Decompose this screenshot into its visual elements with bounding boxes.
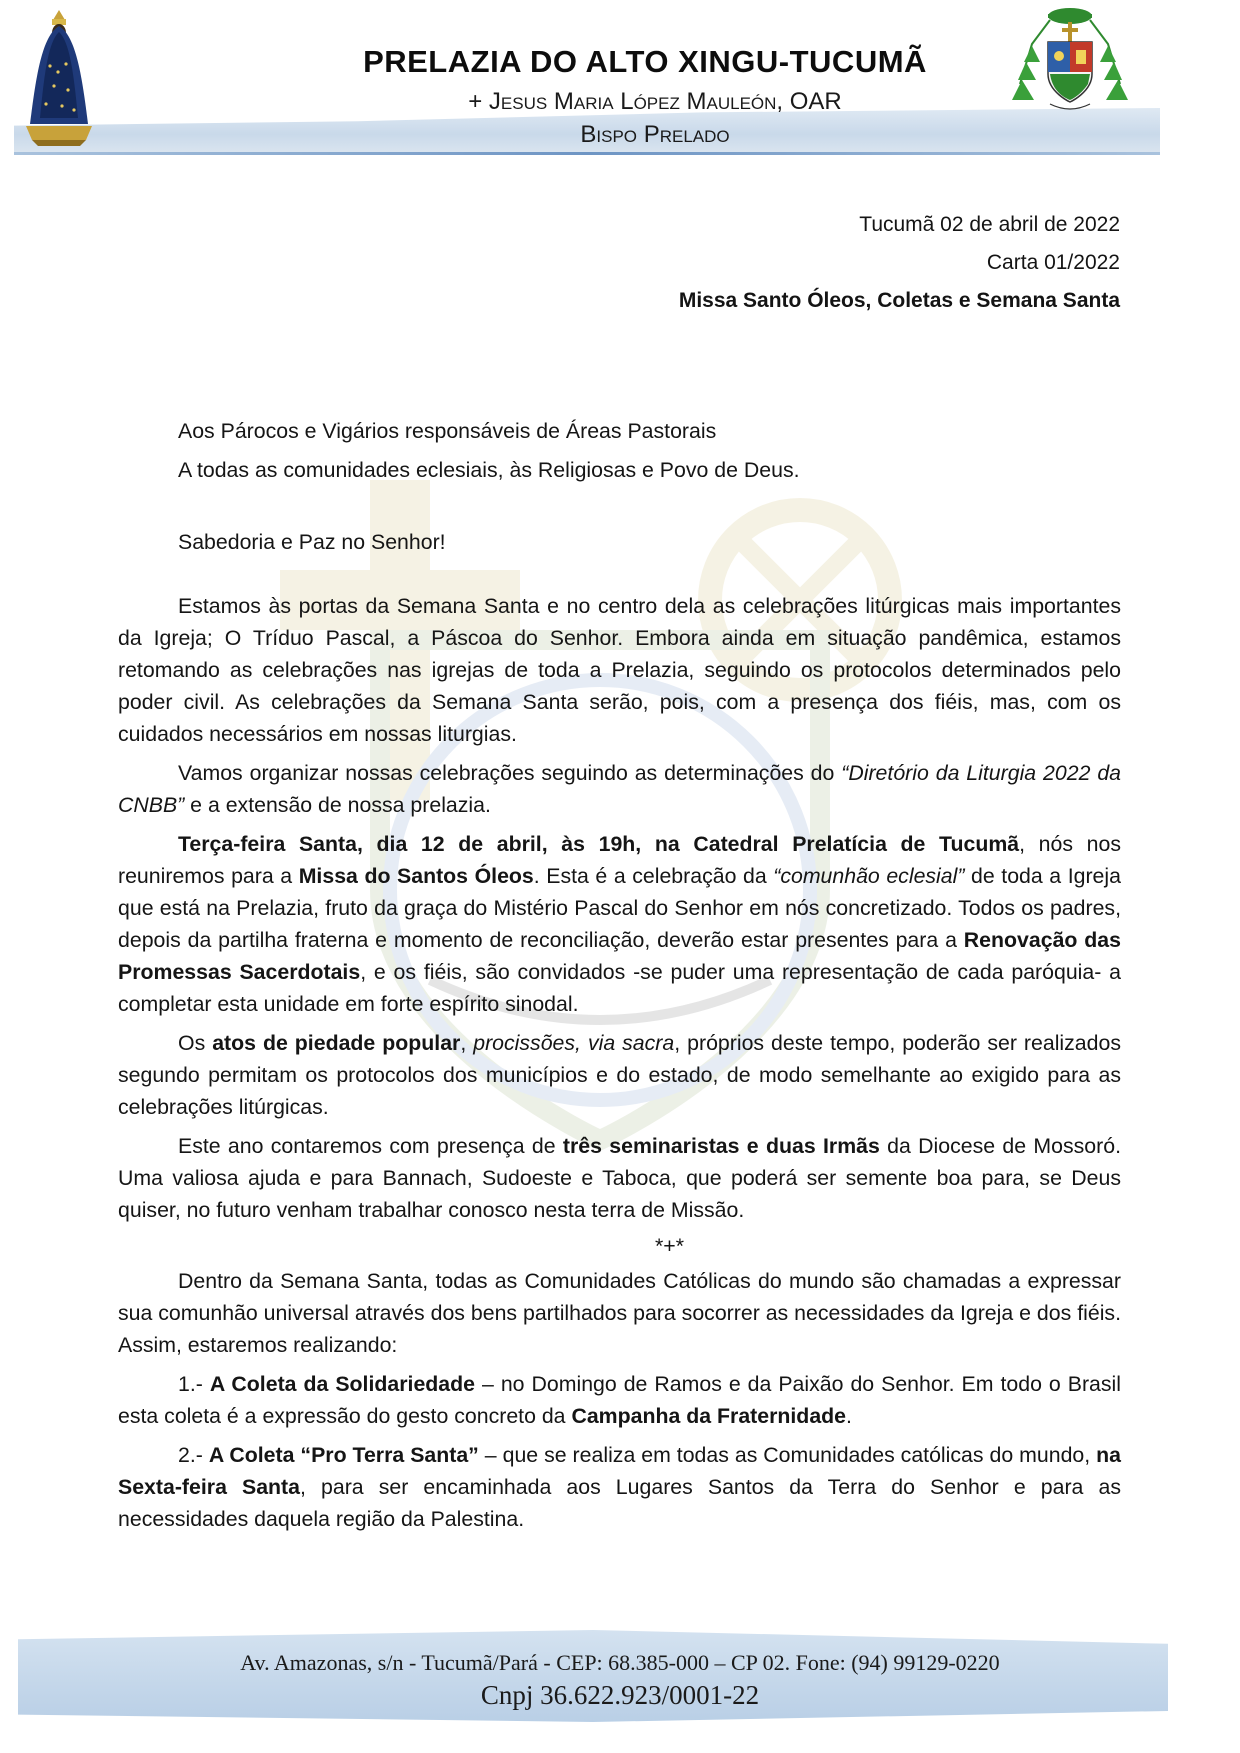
letter-number: Carta 01/2022 xyxy=(986,251,1120,274)
letterhead xyxy=(0,0,1240,160)
paragraph-directory: Vamos organizar nossas celebrações seguindo as determinações do “Diretório da Liturgia 2022 da CNBB” e a extensão de nossa prelazia. xyxy=(118,761,1122,817)
letter-meta xyxy=(679,206,1120,320)
greeting: Sabedoria e Paz no Senhor! xyxy=(178,530,446,554)
paragraph-chrism-mass: Terça-feira Santa, dia 12 de abril, às 19h, na Catedral Prelatícia de Tucumã, nós nos reuniremos para a Missa do Santos Óleos. Esta é a celebração da “comunhão eclesial” de toda a Igreja que está na Prelazia, fruto da graça do Mistério Pascal do Senhor em nós concretizado. Todos os padres, depois da partilha fraterna e momento de reconciliação, deverão estar presentes para a Renovação das Promessas Sacerdotais, e os fiéis, são convidados -se puder uma representação de cada paróquia- a completar esta unidade em forte espírito sinodal. xyxy=(118,832,1121,1016)
bishop-title: Bispo Prelado xyxy=(580,121,730,148)
letter-date: Tucumã 02 de abril de 2022 xyxy=(859,213,1120,236)
footer-address: Av. Amazonas, s/n - Tucumã/Pará - CEP: 68.385-000 – CP 02. Fone: (94) 99129-0220 xyxy=(240,1650,1000,1675)
letterhead-footer xyxy=(0,1608,1240,1748)
paragraph-collections-intro: Dentro da Semana Santa, todas as Comunidades Católicas do mundo são chamadas a expressar sua comunhão universal através dos bens partilhados para socorrer as necessidades da Igreja e dos fiéis. Assim, estaremos realizando: xyxy=(118,1269,1121,1357)
bishop-name: + Jesus Maria López Mauleón, OAR xyxy=(468,88,842,115)
letter-body xyxy=(118,412,1121,1542)
paragraph-intro: Estamos às portas da Semana Santa e no centro dela as celebrações litúrgicas mais importantes da Igreja; O Tríduo Pascal, a Páscoa do Senhor. Embora ainda em situação pandêmica, estamos retomando as celebrações nas igrejas de toda a Prelazia, seguindo os protocolos determinados pelo poder civil. As celebrações da Semana Santa serão, pois, com a presença dos fiéis, mas, com os cuidados necessários em nossas liturgias. xyxy=(118,594,1121,746)
footer-cnpj: Cnpj 36.622.923/0001-22 xyxy=(480,1680,760,1710)
paragraph-popular-piety: Os atos de piedade popular, procissões, via sacra, próprios deste tempo, poderão ser realizados segundo permitam os protocolos dos municípios e do estado, de modo semelhante ao exigido para as celebrações litúrgicas. xyxy=(118,1031,1121,1119)
letter-subject: Missa Santo Óleos, Coletas e Semana Santa xyxy=(678,289,1120,312)
addressee-line: A todas as comunidades eclesiais, às Religiosas e Povo de Deus. xyxy=(178,458,800,482)
addressee-line: Aos Párocos e Vigários responsáveis de Áreas Pastorais xyxy=(178,419,717,443)
header-divider xyxy=(14,152,1160,155)
episcopal-coat-of-arms-icon xyxy=(1010,4,1130,116)
collection-item-holy-land: 2.- A Coleta “Pro Terra Santa” – que se realiza em todas as Comunidades católicas do mundo, na Sexta-feira Santa, para ser encaminhada aos Lugares Santos da Terra do Senhor e para as necessidades daquela região da Palestina. xyxy=(118,1443,1121,1531)
section-separator: *+* xyxy=(654,1234,684,1258)
organization-name: PRELAZIA DO ALTO XINGU-TUCUMÃ xyxy=(363,44,927,79)
paragraph-seminarians: Este ano contaremos com presença de três seminaristas e duas Irmãs da Diocese de Mossoró. Uma valiosa ajuda e para Bannach, Sudoeste e Taboca, que poderá ser semente boa para, se Deus quiser, no futuro venham trabalhar conosco nesta terra de Missão. xyxy=(118,1134,1122,1222)
collection-item-solidarity: 1.- A Coleta da Solidariedade – no Domingo de Ramos e da Paixão do Senhor. Em todo o Brasil esta coleta é a expressão do gesto concreto da Campanha da Fraternidade. xyxy=(118,1372,1121,1428)
